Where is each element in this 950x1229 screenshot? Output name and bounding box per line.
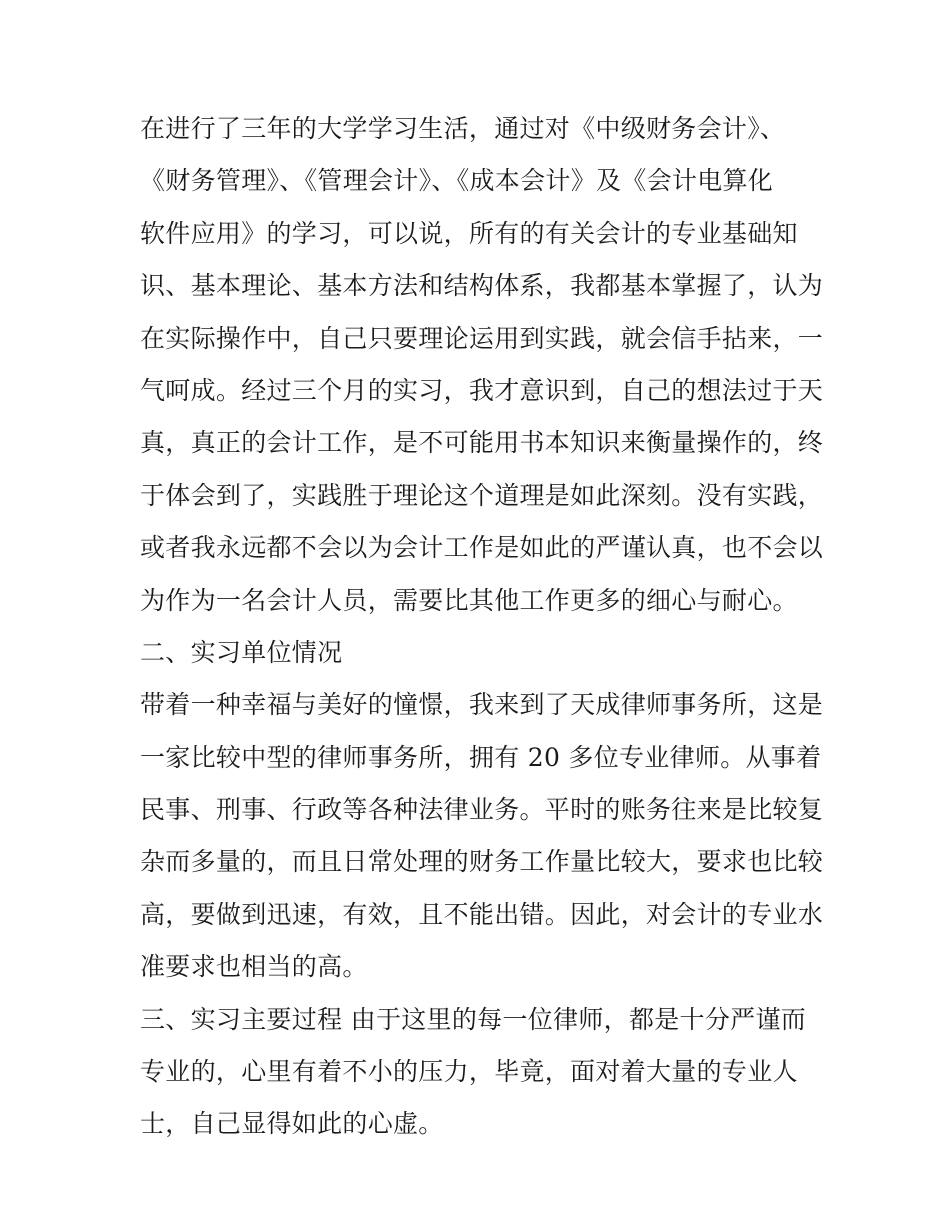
text-line: 杂而多量的，而且日常处理的财务工作量比较大，要求也比较 bbox=[140, 847, 824, 877]
text-line: 真，真正的会计工作，是不可能用书本知识来衡量操作的，终 bbox=[140, 428, 824, 458]
text-line: 在进行了三年的大学学习生活，通过对《中级财务会计》、 bbox=[140, 114, 786, 143]
text-line: 于体会到了，实践胜于理论这个道理是如此深刻。没有实践， bbox=[140, 480, 824, 510]
section-heading-internship-unit: 二、实习单位情况 bbox=[140, 637, 343, 667]
text-line: 一家比较中型的律师事务所，拥有 20 多位专业律师。从事着 bbox=[140, 742, 822, 772]
section-heading-internship-process: 三、实习主要过程 由于这里的每一位律师，都是十分严谨而 bbox=[140, 1004, 807, 1034]
text-line: 在实际操作中，自己只要理论运用到实践，就会信手拈来，一 bbox=[140, 323, 824, 353]
text-line: 专业的，心里有着不小的压力，毕竟，面对着大量的专业人 bbox=[140, 1057, 798, 1087]
text-line: 高，要做到迅速，有效，且不能出错。因此，对会计的专业水 bbox=[140, 899, 824, 929]
text-line: 准要求也相当的高。 bbox=[140, 952, 368, 982]
text-line: 士，自己显得如此的心虚。 bbox=[140, 1109, 444, 1139]
text-line: 气呵成。经过三个月的实习，我才意识到，自己的想法过于天 bbox=[140, 375, 824, 405]
text-line: 为作为一名会计人员，需要比其他工作更多的细心与耐心。 bbox=[140, 585, 798, 615]
text-line: 或者我永远都不会以为会计工作是如此的严谨认真，也不会以 bbox=[140, 533, 824, 563]
text-line: 《财务管理》、《管理会计》、《成本会计》及《会计电算化 bbox=[140, 166, 774, 196]
text-line: 软件应用》的学习，可以说，所有的有关会计的专业基础知 bbox=[140, 218, 798, 248]
text-line: 识、基本理论、基本方法和结构体系，我都基本掌握了，认为 bbox=[140, 271, 824, 301]
body-text bbox=[140, 103, 824, 1151]
text-line: 带着一种幸福与美好的憧憬，我来到了天成律师事务所，这是 bbox=[140, 690, 824, 720]
text-line: 民事、刑事、行政等各种法律业务。平时的账务往来是比较复 bbox=[140, 795, 824, 825]
